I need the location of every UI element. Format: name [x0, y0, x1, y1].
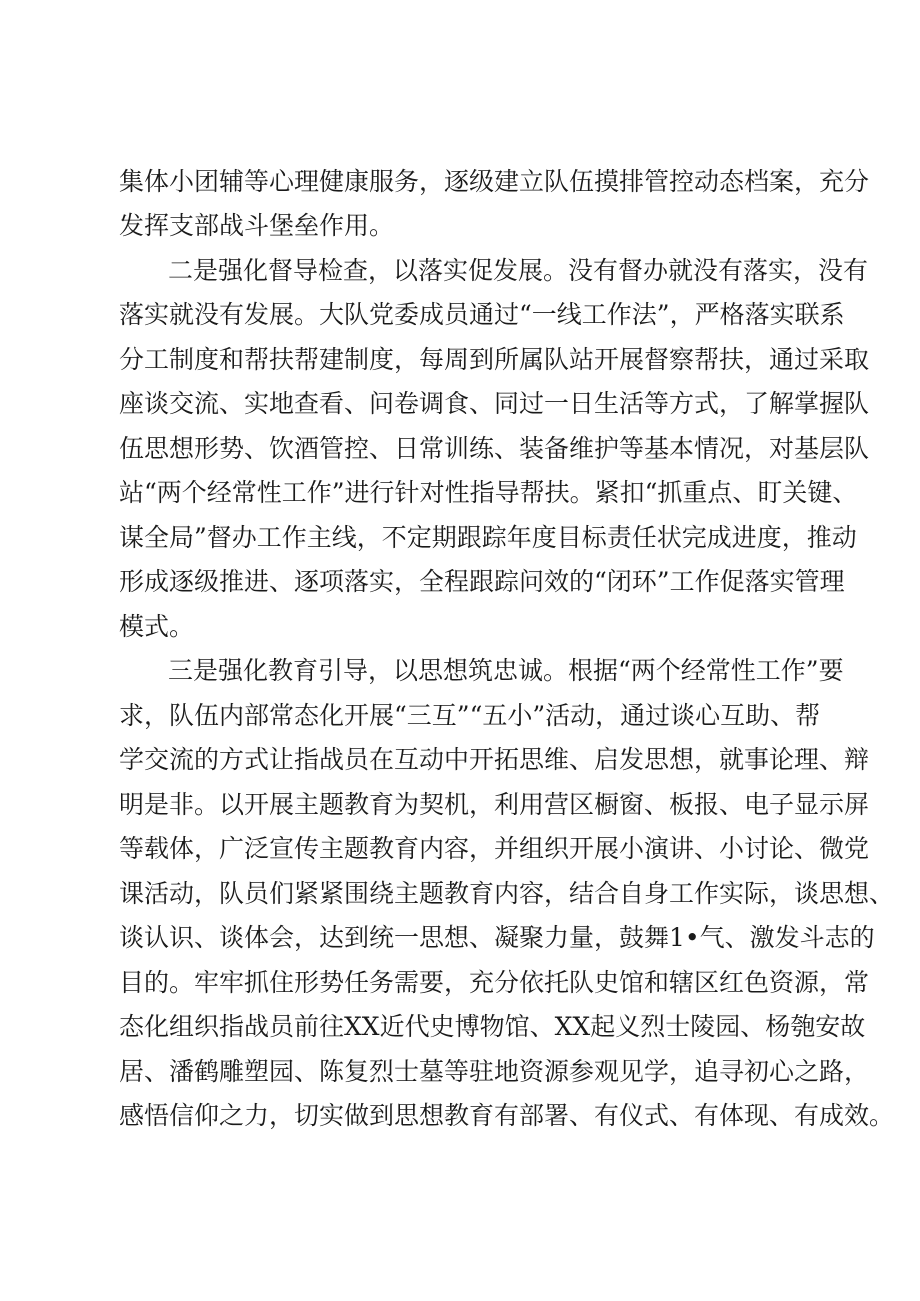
paragraph-line: 分工制度和帮扶帮建制度，每周到所属队站开展督察帮扶，通过采取 [119, 345, 870, 374]
paragraph-line: 伍思想形势、饮酒管控、日常训练、装备维护等基本情况，对基层队 [119, 434, 870, 463]
paragraph-line: 集体小团辅等心理健康服务，逐级建立队伍摸排管控动态档案，充分 [119, 167, 870, 196]
paragraph-line: 居、潘鹤雕塑园、陈复烈士墓等驻地资源参观见学，追寻初心之路， [119, 1057, 870, 1086]
paragraph-line: 态化组织指战员前往XX近代史博物馆、XX起义烈士陵园、杨匏安故 [119, 1012, 866, 1041]
paragraph-line: 谋全局”督办工作主线，不定期跟踪年度目标责任状完成进度，推动 [119, 523, 857, 552]
paragraph-line: 座谈交流、实地查看、问卷调食、同过一日生活等方式，了解掌握队 [119, 389, 870, 418]
paragraph-line: 模式。 [119, 612, 195, 641]
paragraph-line: 站“两个经常性工作”进行针对性指导帮扶。紧扣“抓重点、盯关键、 [119, 478, 858, 507]
paragraph-line: 发挥支部战斗堡垒作用。 [119, 211, 395, 240]
paragraph-line: 感悟信仰之力，切实做到思想教育有部署、有仪式、有体现、有成效。 [119, 1101, 895, 1130]
paragraph-line: 落实就没有发展。大队党委成员通过“一线工作法”，严格落实联系 [119, 300, 845, 329]
paragraph-line: 等载体，广泛宣传主题教育内容，并组织开展小演讲、小讨论、微党 [119, 834, 870, 863]
paragraph-first-line: 二是强化督导检查，以落实促发展。没有督办就没有落实，没有 [168, 256, 869, 285]
paragraph-line: 明是非。以开展主题教育为契机，利用营区橱窗、板报、电子显示屏 [119, 790, 870, 819]
paragraph-line: 求，队伍内部常态化开展“三互”“五小”活动，通过谈心互助、帮 [119, 701, 821, 730]
paragraph-line: 课活动，队员们紧紧围绕主题教育内容，结合自身工作实际，谈思想、 [119, 879, 895, 908]
paragraph-line: 谈认识、谈体会，达到统一思想、凝聚力量，鼓舞1•气、激发斗志的 [119, 923, 875, 952]
paragraph-first-line: 三是强化教育引导，以思想筑忠诚。根据“两个经常性工作”要 [168, 656, 844, 685]
paragraph-line: 形成逐级推进、逐项落实，全程跟踪问效的“闭环”工作促落实管理 [119, 567, 845, 596]
paragraph-line: 学交流的方式让指战员在互动中开拓思维、启发思想，就事论理、辩 [119, 745, 870, 774]
paragraph-line: 目的。牢牢抓住形势任务需要，充分依托队史馆和辖区红色资源，常 [119, 968, 870, 997]
